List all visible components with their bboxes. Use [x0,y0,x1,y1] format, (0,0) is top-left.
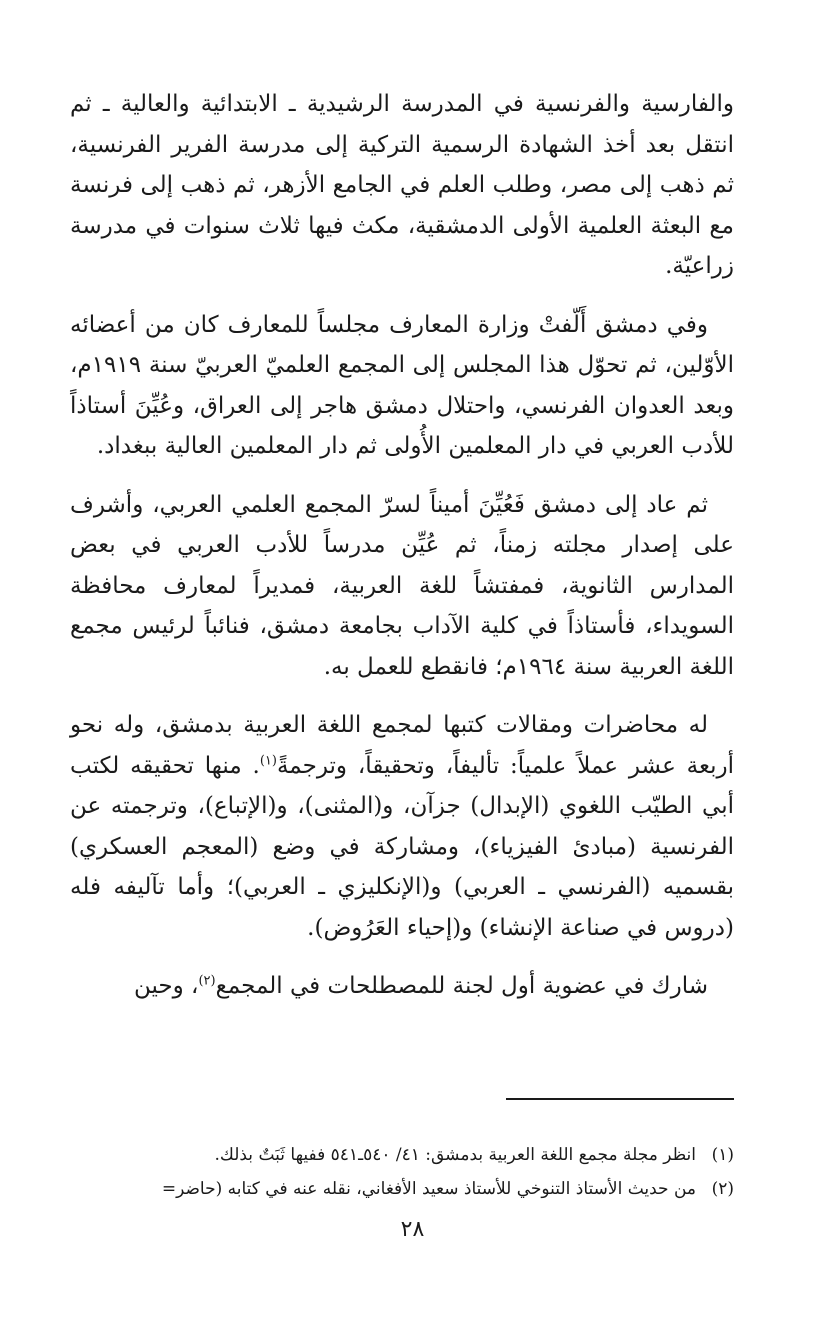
footnote-1-text: انظر مجلة مجمع اللغة العربية بدمشق: ٤١/ ٥٤٠ـ٥٤١ ففيها ثَبَتٌ بذلك. [214,1145,696,1165]
footnote-2-number: (٢) [711,1179,734,1199]
footnote-2 [70,1172,734,1206]
main-text [70,84,734,1025]
footnote-2-text: من حديث الأستاذ التنوخي للأستاذ سعيد الأفغاني، نقله عنه في كتابه (حاضر= [161,1179,696,1199]
footnotes [70,1138,734,1206]
paragraph-committee-text-before: شارك في عضوية أول لجنة للمصطلحات في المجمع [215,973,708,999]
footnote-separator [506,1098,734,1100]
paragraph-works-text-before: له محاضرات ومقالات كتبها لمجمع اللغة العربية بدمشق، وله نحو أربعة عشر عملاً علمياً: تأليفاً، وتحقيقاً، وترجمةً [70,712,734,779]
paragraph-damascus-council: وفي دمشق أَلّفتْ وزارة المعارف مجلساً للمعارف كان من أعضائه الأوّلين، ثم تحوّل هذا المجلس إلى المجمع العلميّ العربيّ سنة ١٩١٩م، وبعد العدوان الفرنسي، واحتلال دمشق هاجر إلى العراق، وعُيِّنَ أستاذاً للأدب العربي في دار المعلمين الأُولى ثم دار المعلمين العالية ببغداد. [70,311,734,459]
footnote-1-number: (١) [711,1145,734,1165]
paragraph-education: والفارسية والفرنسية في المدرسة الرشيدية ـ الابتدائية والعالية ـ ثم انتقل بعد أخذ الشهادة الرسمية التركية إلى مدرسة الفرير الفرنسية، ثم ذهب إلى مصر، وطلب العلم في الجامع الأزهر، ثم ذهب إلى فرنسة مع البعثة العلمية الأولى الدمشقية، مكث فيها ثلاث سنوات في مدرسة زراعيّة. [70,91,734,279]
footnote-ref-1[interactable]: (١) [259,752,277,768]
paragraph-works [70,705,734,948]
page-number: ٢٨ [400,1217,425,1242]
paragraph-works-text-after: . منها تحقيقه لكتب أبي الطيّب اللغوي (الإبدال) جزآن، و(المثنى)، و(الإتباع)، وترجمته عن الفرنسية (مبادئ الفيزياء)، ومشاركة في وضع (المعجم العسكري) بقسميه (الفرنسي ـ العربي) و(الإنكليزي ـ العربي)؛ وأما تآليفه فله (دروس في صناعة الإنشاء) و(إحياء العَرُوض). [70,752,734,941]
paragraph-committee [70,966,734,1007]
paragraph-return-damascus: ثم عاد إلى دمشق فَعُيِّنَ أميناً لسرّ المجمع العلمي العربي، وأشرف على إصدار مجلته زمناً، ثم عُيِّن مدرساً للأدب العربي في بعض المدارس الثانوية، فمفتشاً للغة العربية، فمديراً لمعارف محافظة السويداء، فأستاذاً في كلية الآداب بجامعة دمشق، فنائباً لرئيس مجمع اللغة العربية سنة ١٩٦٤م؛ فانقطع للعمل به. [70,491,734,680]
footnote-1 [70,1138,734,1172]
footnote-ref-2[interactable]: (٢) [198,973,216,989]
paragraph-committee-text-after: ، وحين [133,973,199,999]
